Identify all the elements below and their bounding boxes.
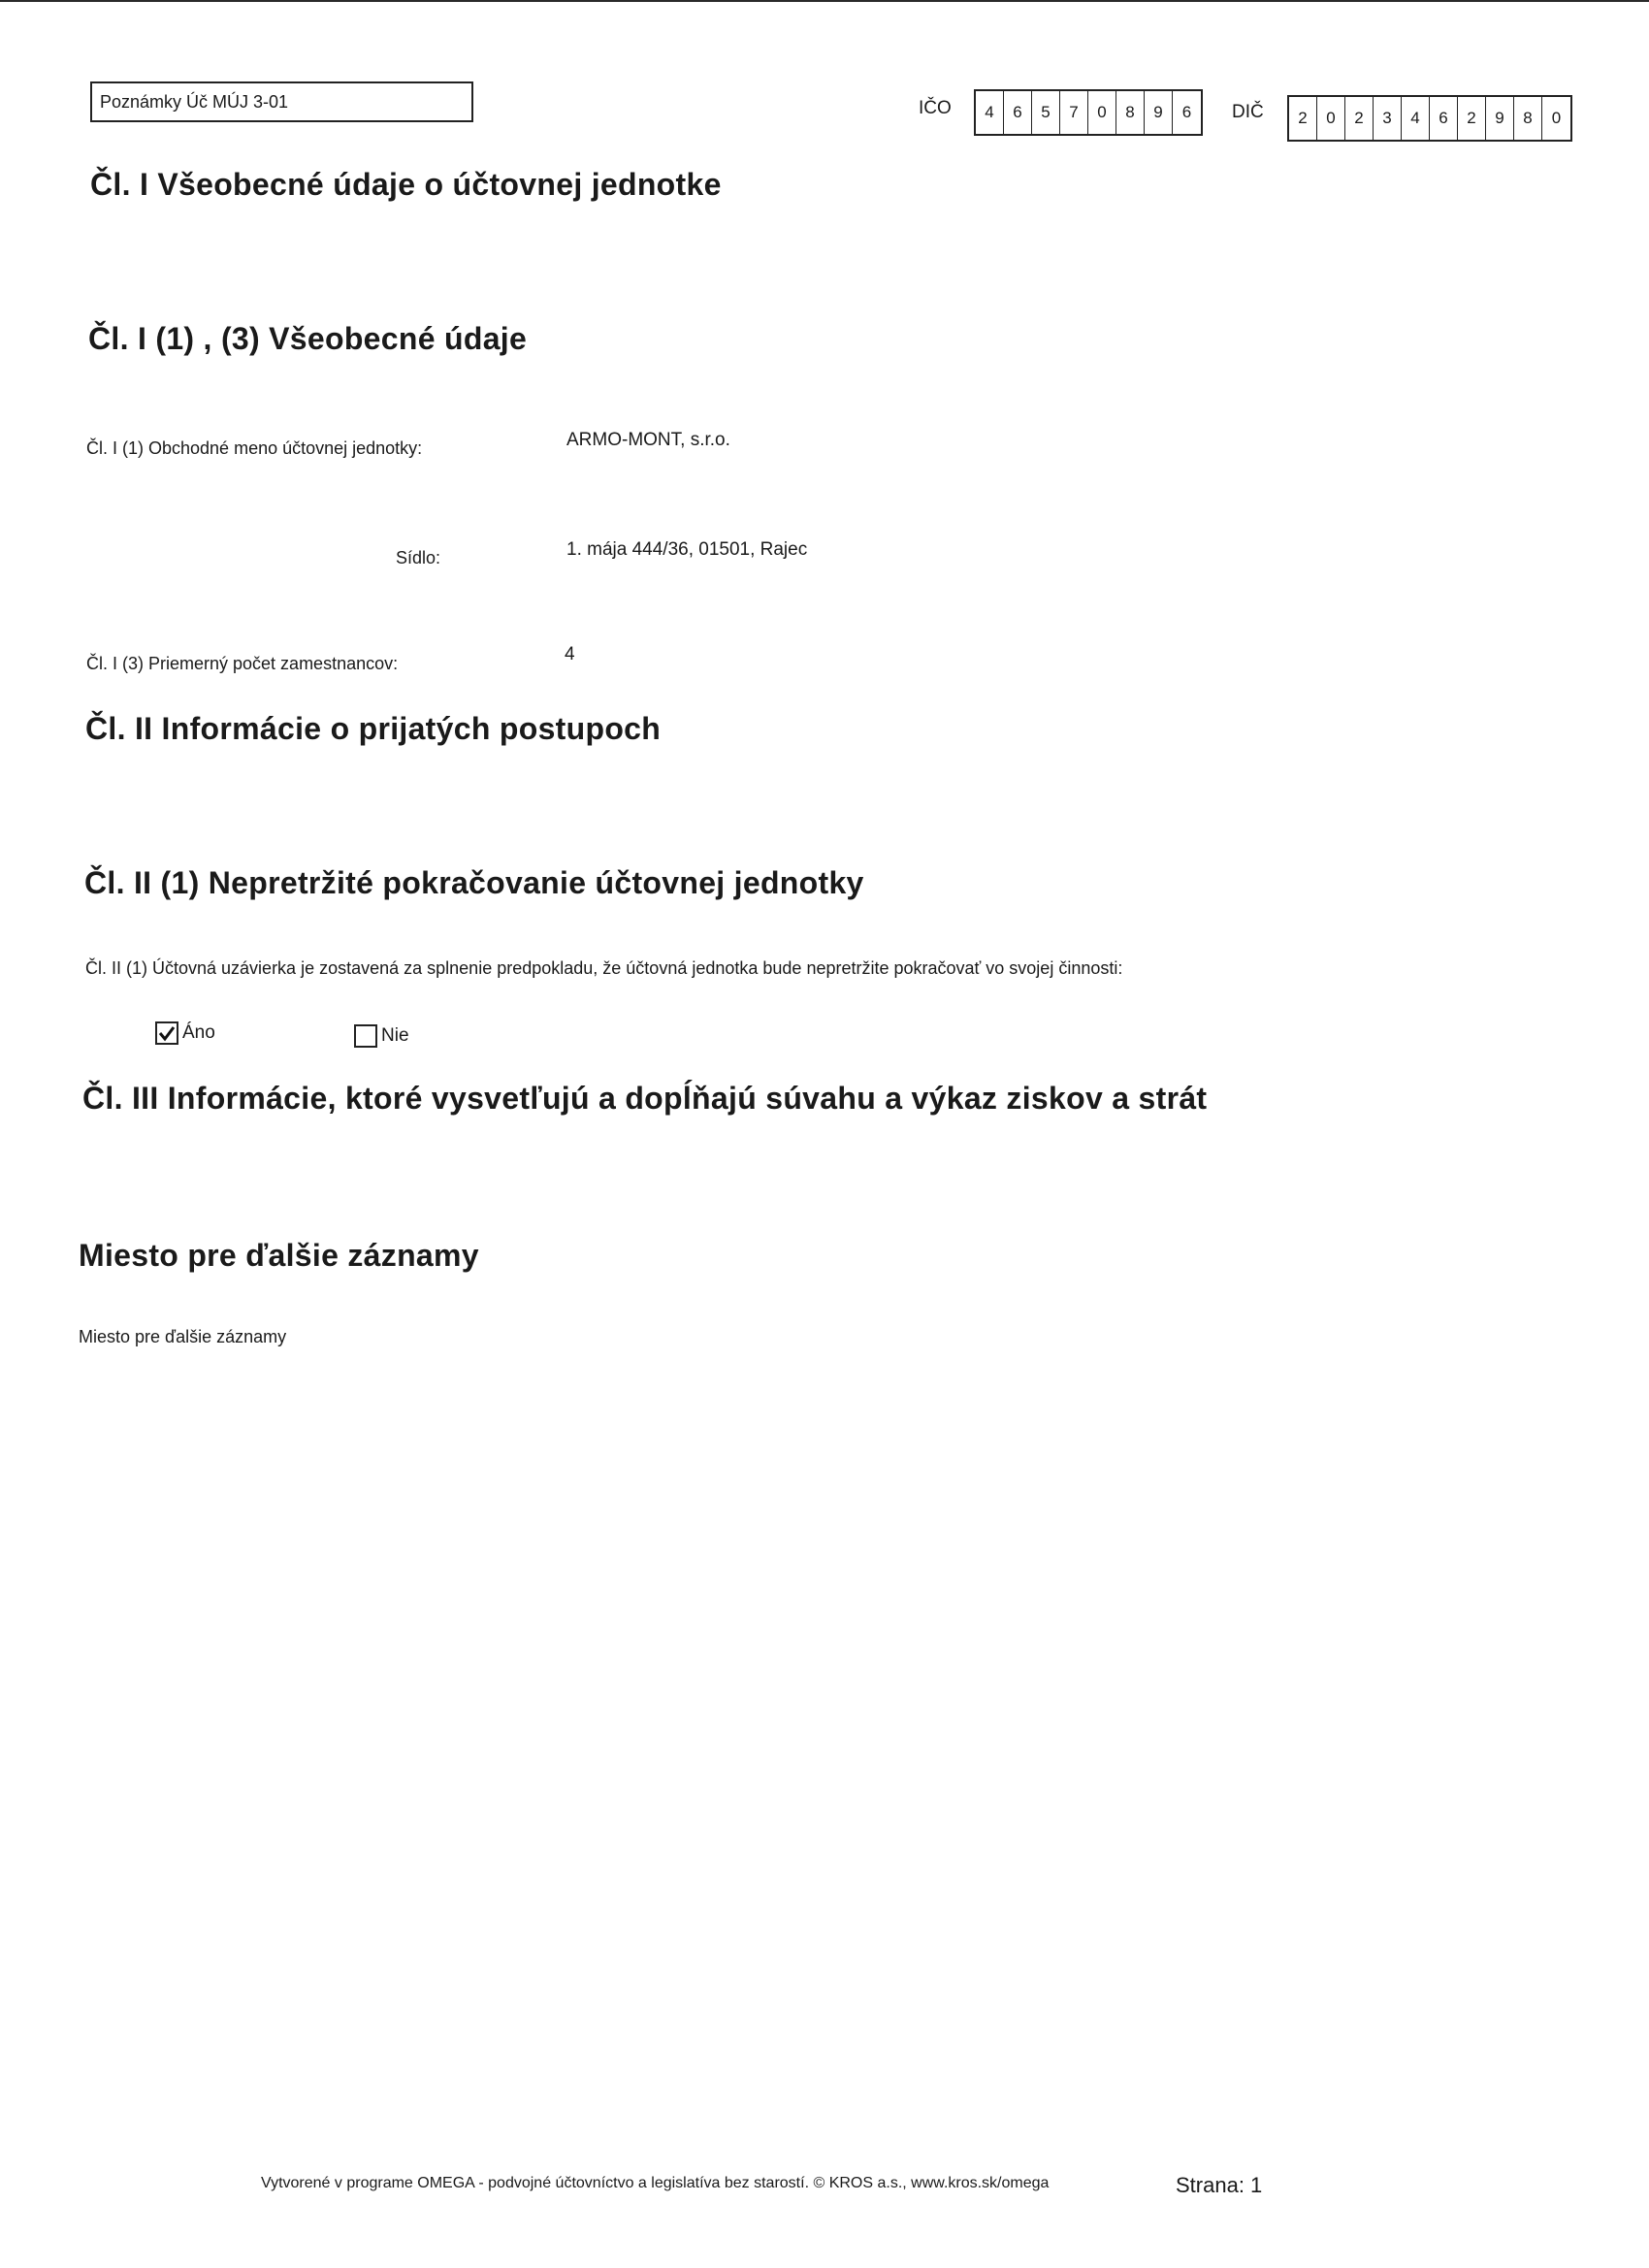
ico-digit: 0 [1088,91,1116,134]
dic-label: DIČ [1232,102,1264,122]
dic-digit: 8 [1514,97,1542,140]
section-1-title: Čl. I Všeobecné údaje o účtovnej jednotke [90,167,722,202]
company-name-label: Čl. I (1) Obchodné meno účtovnej jednotky: [86,438,423,458]
ico-digit: 4 [976,91,1004,134]
ico-digit: 6 [1181,103,1192,121]
checkbox-yes[interactable] [155,1021,178,1045]
option-no-label: Nie [381,1025,409,1046]
top-border-line [0,0,1649,2]
checkbox-no[interactable] [354,1024,377,1048]
option-yes-label: Áno [182,1022,215,1043]
option-yes[interactable] [155,1021,215,1045]
dic-digit: 4 [1402,97,1430,140]
form-code: Poznámky Úč MÚJ 3-01 [100,92,289,112]
company-name-value: ARMO-MONT, s.r.o. [566,430,730,450]
dic-digit: 2 [1345,97,1374,140]
dic-digit: 2 [1458,97,1486,140]
ico-digit-boxes [974,89,1203,136]
ico-digit: 5 [1032,91,1060,134]
employees-label: Čl. I (3) Priemerný počet zamestnancov: [86,654,399,673]
seat-value: 1. mája 444/36, 01501, Rajec [566,539,808,560]
employees-value: 4 [565,644,575,664]
dic-digit: 2 [1289,97,1317,140]
dic-digit: 9 [1486,97,1514,140]
dic-digit: 0 [1317,97,1345,140]
dic-digit: 6 [1430,97,1458,140]
ico-digit: 6 [1004,91,1032,134]
ico-digit: 8 [1116,91,1145,134]
checkmark-icon [157,1023,177,1043]
notes-title: Miesto pre ďalšie záznamy [79,1238,479,1273]
section-3-title: Čl. III Informácie, ktoré vysvetľujú a dopĺňajú súvahu a výkaz ziskov a strát [82,1081,1208,1116]
ico-digit: 9 [1145,91,1173,134]
page-number: Strana: 1 [1176,2173,1263,2197]
ico-digit: 7 [1060,91,1088,134]
section-1-subtitle: Čl. I (1) , (3) Všeobecné údaje [88,321,528,356]
notes-text: Miesto pre ďalšie záznamy [79,1327,287,1346]
going-concern-question: Čl. II (1) Účtovná uzávierka je zostavená za splnenie predpokladu, že účtovná jednotka bude nepretržite pokračovať vo svojej činnosti: [85,958,1123,978]
section-2-subtitle: Čl. II (1) Nepretržité pokračovanie účtovnej jednotky [84,865,864,900]
dic-digit-boxes [1287,95,1572,142]
seat-label: Sídlo: [396,548,441,567]
footer-credit: Vytvorené v programe OMEGA - podvojné účtovníctvo a legislatíva bez starostí. © KROS a.s., www.kros.sk/omega [261,2175,1050,2191]
dic-digit: 0 [1551,109,1562,127]
section-2-title: Čl. II Informácie o prijatých postupoch [85,711,662,746]
ico-label: IČO [919,98,952,118]
form-code-box [90,81,473,122]
option-no[interactable] [354,1024,409,1048]
dic-digit: 3 [1374,97,1402,140]
